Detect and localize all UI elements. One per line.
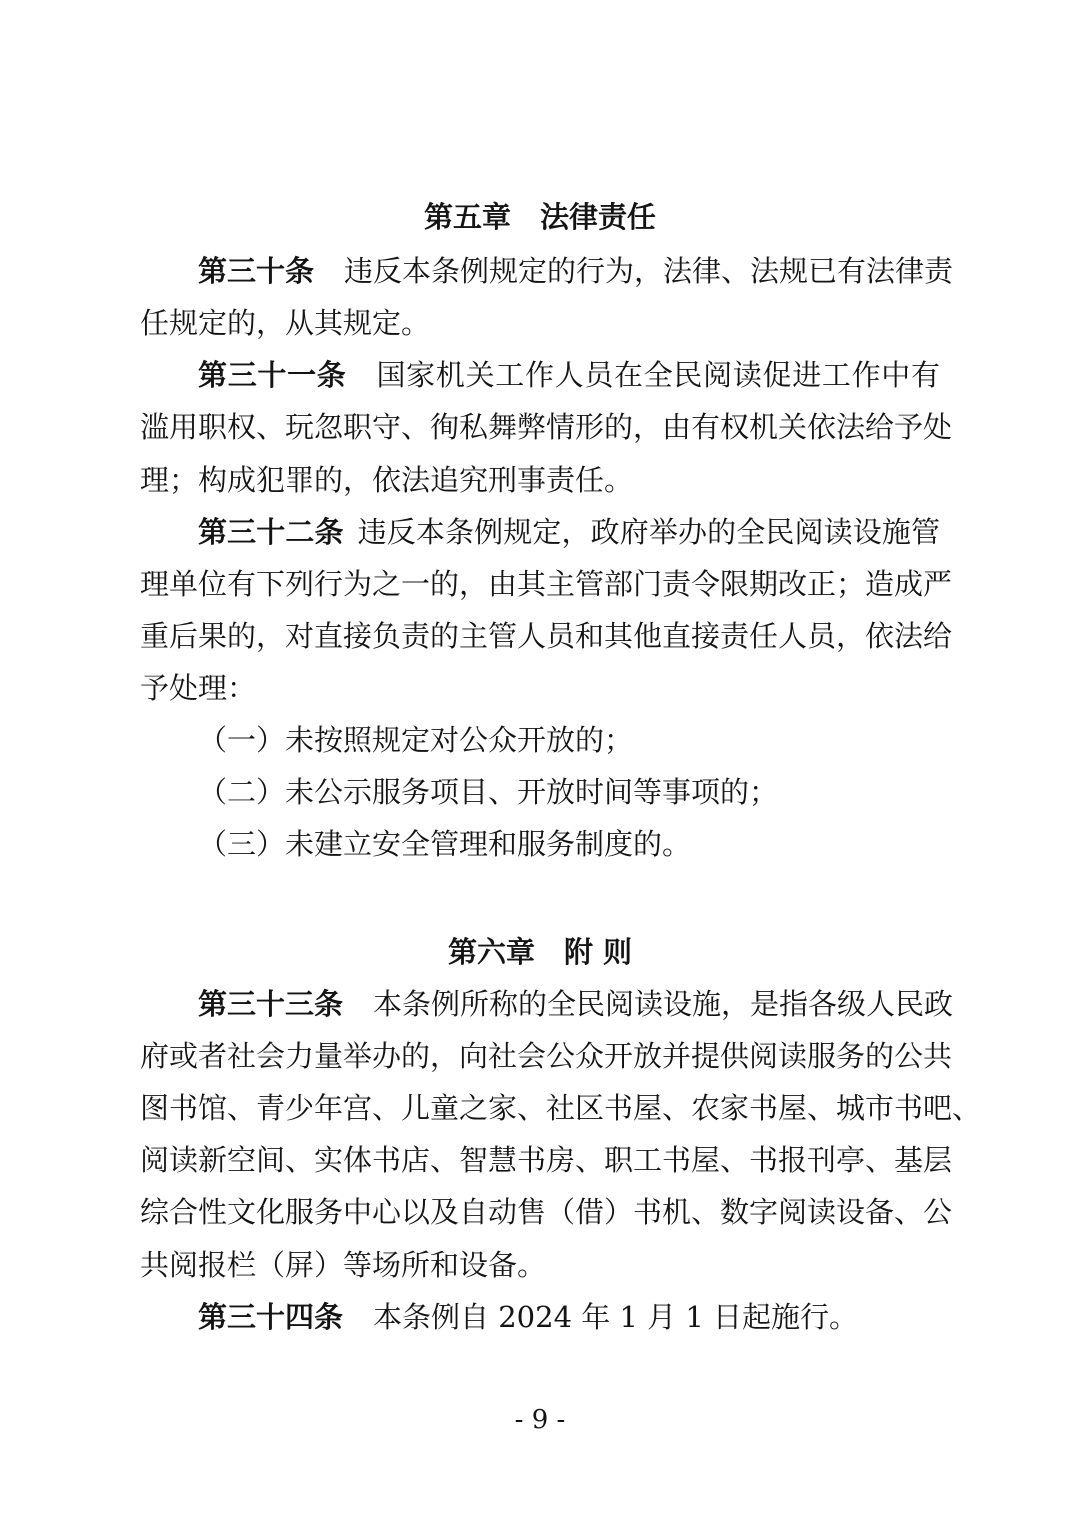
- article-31-text: 国家机关工作人员在全民阅读促进工作中有: [376, 358, 940, 392]
- article-33-line-4: 阅读新空间、实体书店、智慧书房、职工书屋、书报刊亭、基层: [140, 1143, 953, 1177]
- article-32-item-3: （三）未建立安全管理和服务制度的。: [198, 827, 692, 861]
- article-30-text: 违反本条例规定的行为，法律、法规已有法律责: [344, 254, 954, 288]
- article-33-line-2: 府或者社会力量举办的，向社会公众开放并提供阅读服务的公共: [140, 1039, 953, 1073]
- article-33-label: 第三十三条: [198, 987, 344, 1021]
- article-31-line-2: 滥用职权、玩忽职守、徇私舞弊情形的，由有权机关依法给予处: [140, 410, 953, 444]
- article-33-text: 本条例所称的全民阅读设施，是指各级人民政: [373, 987, 954, 1021]
- article-32-item-2: （二）未公示服务项目、开放时间等事项的；: [198, 775, 779, 809]
- article-33-line-6: 共阅报栏（屏）等场所和设备。: [140, 1248, 547, 1282]
- article-31-label: 第三十一条: [198, 358, 347, 392]
- article-30-line-1: [198, 251, 954, 291]
- article-33-line-3: 图书馆、青少年宫、儿童之家、社区书屋、农家书屋、城市书吧、: [140, 1091, 982, 1125]
- article-30-line-2: 任规定的，从其规定。: [140, 306, 431, 340]
- page-number: - 9 -: [514, 1405, 566, 1435]
- article-32-line-3: 重后果的，对直接负责的主管人员和其他直接责任人员，依法给: [140, 619, 953, 653]
- article-34-text: 本条例自 2024 年 1 月 1 日起施行。: [373, 1300, 859, 1334]
- article-32-label: 第三十二条: [198, 515, 344, 549]
- article-31-line-1: [198, 355, 940, 395]
- article-31-line-3: 理；构成犯罪的，依法追究刑事责任。: [140, 463, 634, 497]
- article-33-line-1: [198, 984, 954, 1024]
- article-32-line-4: 予处理：: [140, 671, 257, 705]
- article-32-text: 违反本条例规定，政府举办的全民阅读设施管: [357, 515, 940, 549]
- article-30-label: 第三十条: [198, 254, 315, 288]
- article-34-label: 第三十四条: [198, 1300, 344, 1334]
- article-33-line-5: 综合性文化服务中心以及自动售（借）书机、数字阅读设备、公: [140, 1195, 953, 1229]
- chapter-six-heading: 第六章 附 则: [447, 935, 633, 969]
- article-32-item-1: （一）未按照规定对公众开放的；: [198, 723, 634, 757]
- article-32-line-2: 理单位有下列行为之一的，由其主管部门责令限期改正；造成严: [140, 567, 953, 601]
- chapter-five-heading: 第五章 法律责任: [423, 200, 656, 234]
- article-34-line-1: [198, 1297, 940, 1337]
- article-32-line-1: [198, 512, 940, 552]
